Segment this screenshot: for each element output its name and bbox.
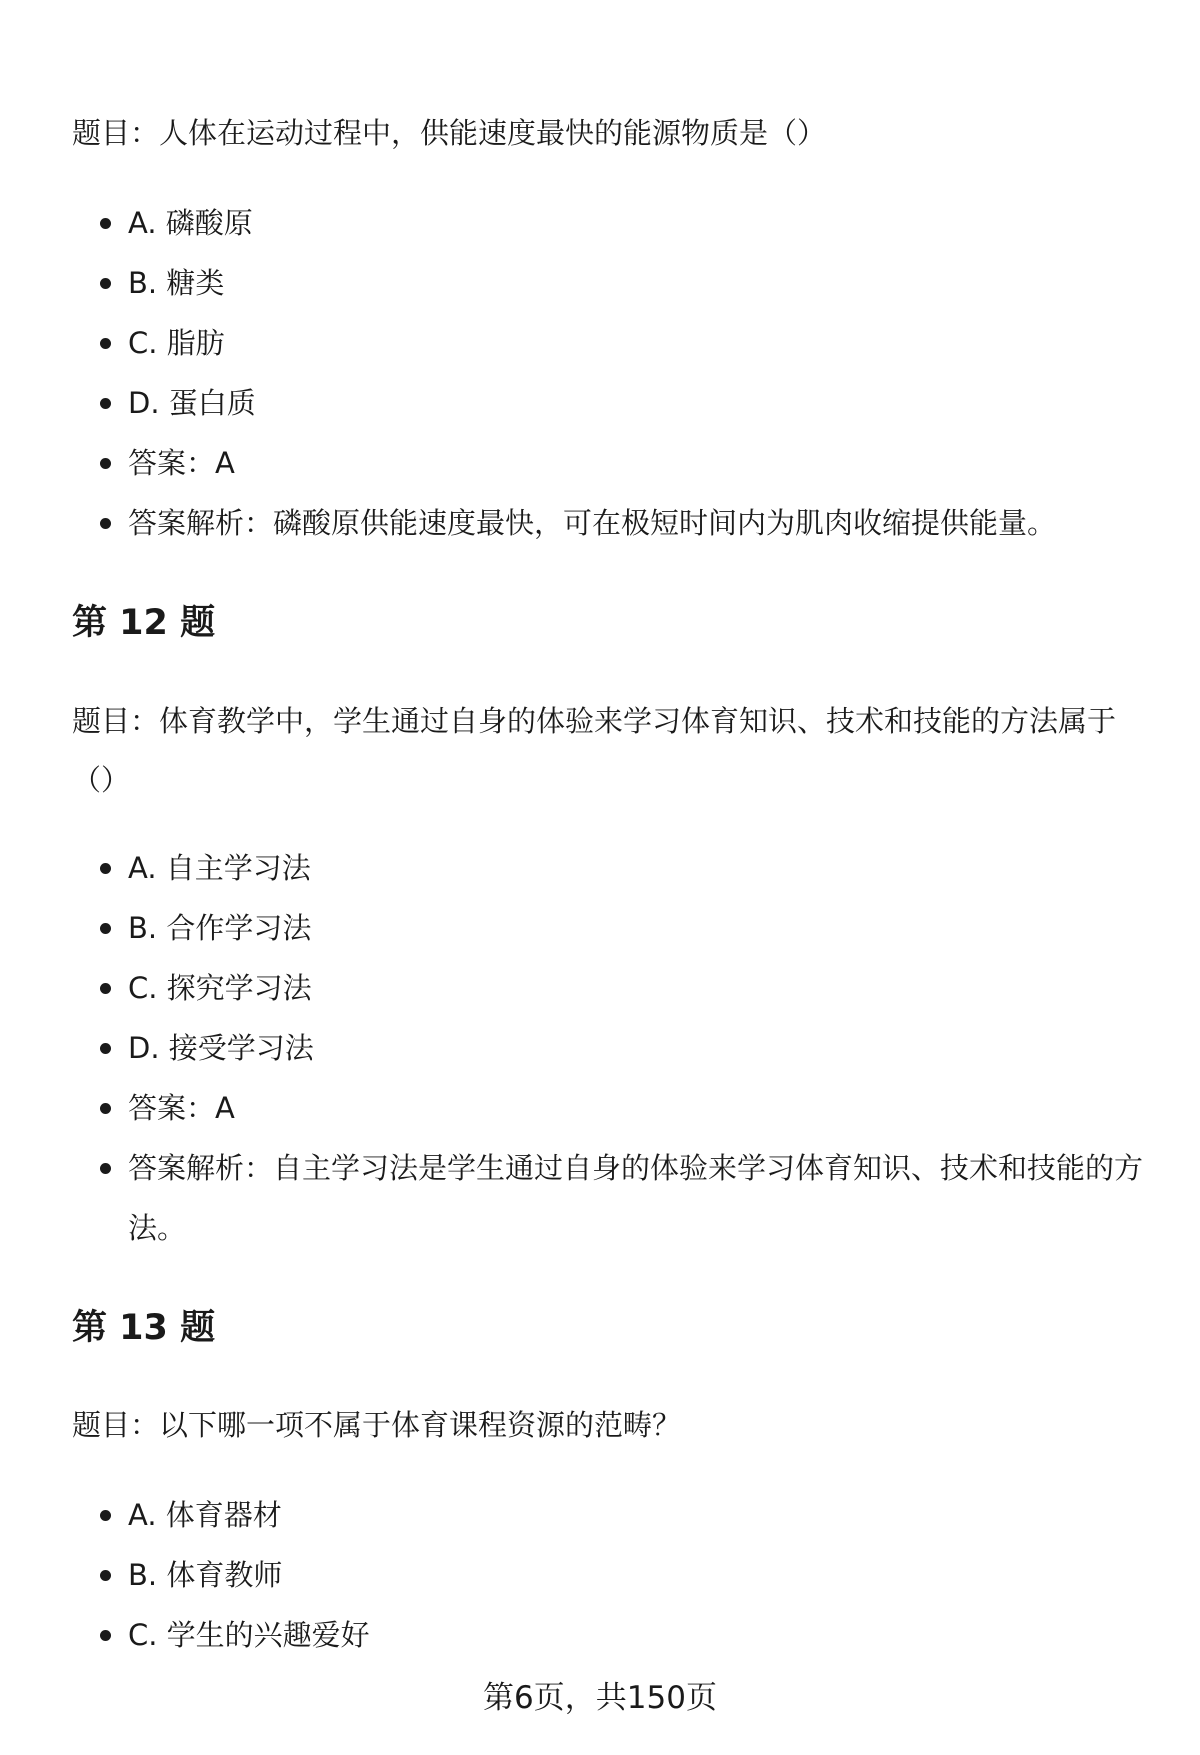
question-11-text: 题目：人体在运动过程中，供能速度最快的能源物质是（） xyxy=(72,116,827,150)
question-13-options xyxy=(72,1485,1152,1665)
question-12-text: 题目：体育教学中，学生通过自身的体验来学习体育知识、技术和技能的方法属于（） xyxy=(72,704,1117,797)
question-12-options xyxy=(72,838,1152,1258)
answer-item xyxy=(72,1078,1152,1138)
bullet-icon xyxy=(100,1570,111,1581)
option-item xyxy=(72,958,1152,1018)
option-item xyxy=(72,1605,1152,1665)
option-item xyxy=(72,373,1152,433)
analysis-label: 答案解析：自主学习法是学生通过自身的体验来学习体育知识、技术和技能的方法。 xyxy=(128,1151,1144,1245)
option-label: C. 探究学习法 xyxy=(128,971,312,1005)
option-item xyxy=(72,253,1152,313)
question-12-heading: 第 12 题 xyxy=(72,603,216,643)
option-label: B. 糖类 xyxy=(128,266,225,300)
bullet-icon xyxy=(100,518,111,529)
bullet-icon xyxy=(100,1163,111,1174)
bullet-icon xyxy=(100,218,111,229)
answer-item xyxy=(72,433,1152,493)
option-item xyxy=(72,313,1152,373)
option-label: D. 蛋白质 xyxy=(128,386,256,420)
option-label: A. 自主学习法 xyxy=(128,851,311,885)
option-label: B. 体育教师 xyxy=(128,1558,283,1592)
option-item xyxy=(72,193,1152,253)
bullet-icon xyxy=(100,983,111,994)
page-number: 第6页，共150页 xyxy=(483,1680,717,1716)
option-item xyxy=(72,1018,1152,1078)
question-13-heading: 第 13 题 xyxy=(72,1308,216,1348)
option-item xyxy=(72,1545,1152,1605)
bullet-icon xyxy=(100,923,111,934)
bullet-icon xyxy=(100,278,111,289)
bullet-icon xyxy=(100,863,111,874)
bullet-icon xyxy=(100,1043,111,1054)
question-11-options xyxy=(72,193,1152,553)
option-item xyxy=(72,1485,1152,1545)
option-label: C. 学生的兴趣爱好 xyxy=(128,1618,370,1652)
bullet-icon xyxy=(100,398,111,409)
question-13-text: 题目：以下哪一项不属于体育课程资源的范畴？ xyxy=(72,1408,682,1442)
answer-label: 答案：A xyxy=(128,1091,235,1125)
bullet-icon xyxy=(100,1510,111,1521)
bullet-icon xyxy=(100,1630,111,1641)
option-item xyxy=(72,838,1152,898)
analysis-label: 答案解析：磷酸原供能速度最快，可在极短时间内为肌肉收缩提供能量。 xyxy=(128,506,1057,540)
answer-label: 答案：A xyxy=(128,446,235,480)
option-label: A. 体育器材 xyxy=(128,1498,282,1532)
option-label: A. 磷酸原 xyxy=(128,206,253,240)
analysis-item xyxy=(72,1138,1152,1258)
option-label: B. 合作学习法 xyxy=(128,911,312,945)
option-label: D. 接受学习法 xyxy=(128,1031,314,1065)
analysis-item xyxy=(72,493,1152,553)
option-label: C. 脂肪 xyxy=(128,326,225,360)
bullet-icon xyxy=(100,458,111,469)
bullet-icon xyxy=(100,1103,111,1114)
bullet-icon xyxy=(100,338,111,349)
option-item xyxy=(72,898,1152,958)
